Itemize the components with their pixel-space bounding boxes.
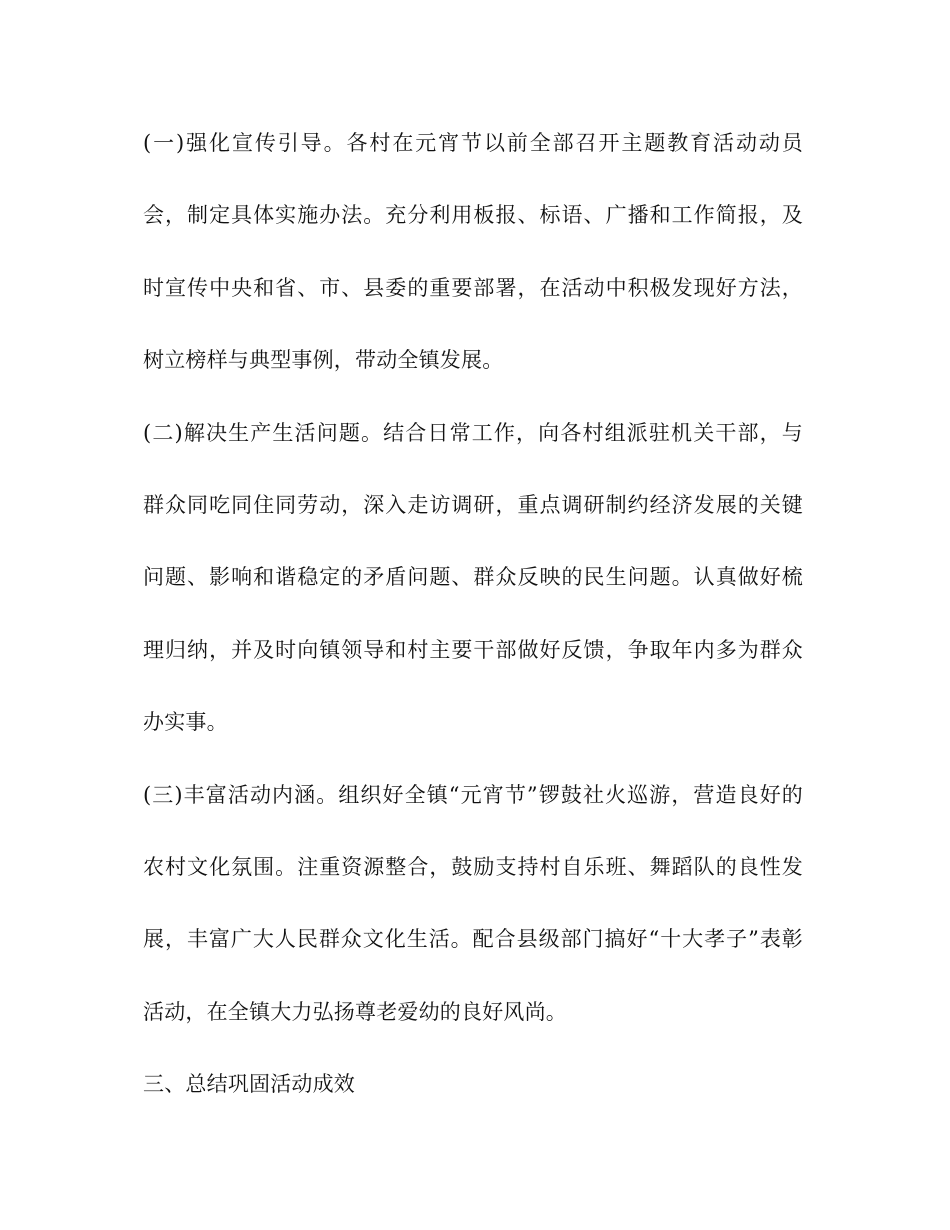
paragraph-2-line-1: (二)解决生产生活问题。结合日常工作，向各村组派驻机关干部，与 (143, 420, 803, 445)
paragraph-3-line-4: 活动，在全镇大力弘扬尊老爱幼的良好风尚。 (143, 999, 567, 1024)
paragraph-1-line-4: 树立榜样与典型事例，带动全镇发展。 (143, 348, 504, 373)
paragraph-2-line-5: 办实事。 (143, 710, 228, 735)
document-body (143, 120, 803, 1133)
paragraph-3-line-3: 展，丰富广大人民群众文化生活。配合县级部门搞好“十大孝子”表彰 (143, 927, 803, 952)
paragraph-2-line-2: 群众同吃同住同劳动，深入走访调研，重点调研制约经济发展的关键 (143, 492, 803, 517)
paragraph-1-line-2: 会，制定具体实施办法。充分利用板报、标语、广播和工作简报，及 (143, 203, 803, 228)
paragraph-1-line-1: (一)强化宣传引导。各村在元宵节以前全部召开主题教育活动动员 (143, 131, 803, 155)
section-heading: 三、总结巩固活动成效 (143, 1072, 355, 1097)
paragraph-3-line-1: (三)丰富活动内涵。组织好全镇“元宵节”锣鼓社火巡游，营造良好的 (143, 782, 803, 807)
paragraph-1-line-3: 时宣传中央和省、市、县委的重要部署，在活动中积极发现好方法， (143, 275, 803, 300)
paragraph-3-line-2: 农村文化氛围。注重资源整合，鼓励支持村自乐班、舞蹈队的良性发 (143, 854, 803, 879)
paragraph-2-line-4: 理归纳，并及时向镇领导和村主要干部做好反馈，争取年内多为群众 (143, 637, 803, 662)
paragraph-2-line-3: 问题、影响和谐稳定的矛盾问题、群众反映的民生问题。认真做好梳 (143, 565, 803, 590)
